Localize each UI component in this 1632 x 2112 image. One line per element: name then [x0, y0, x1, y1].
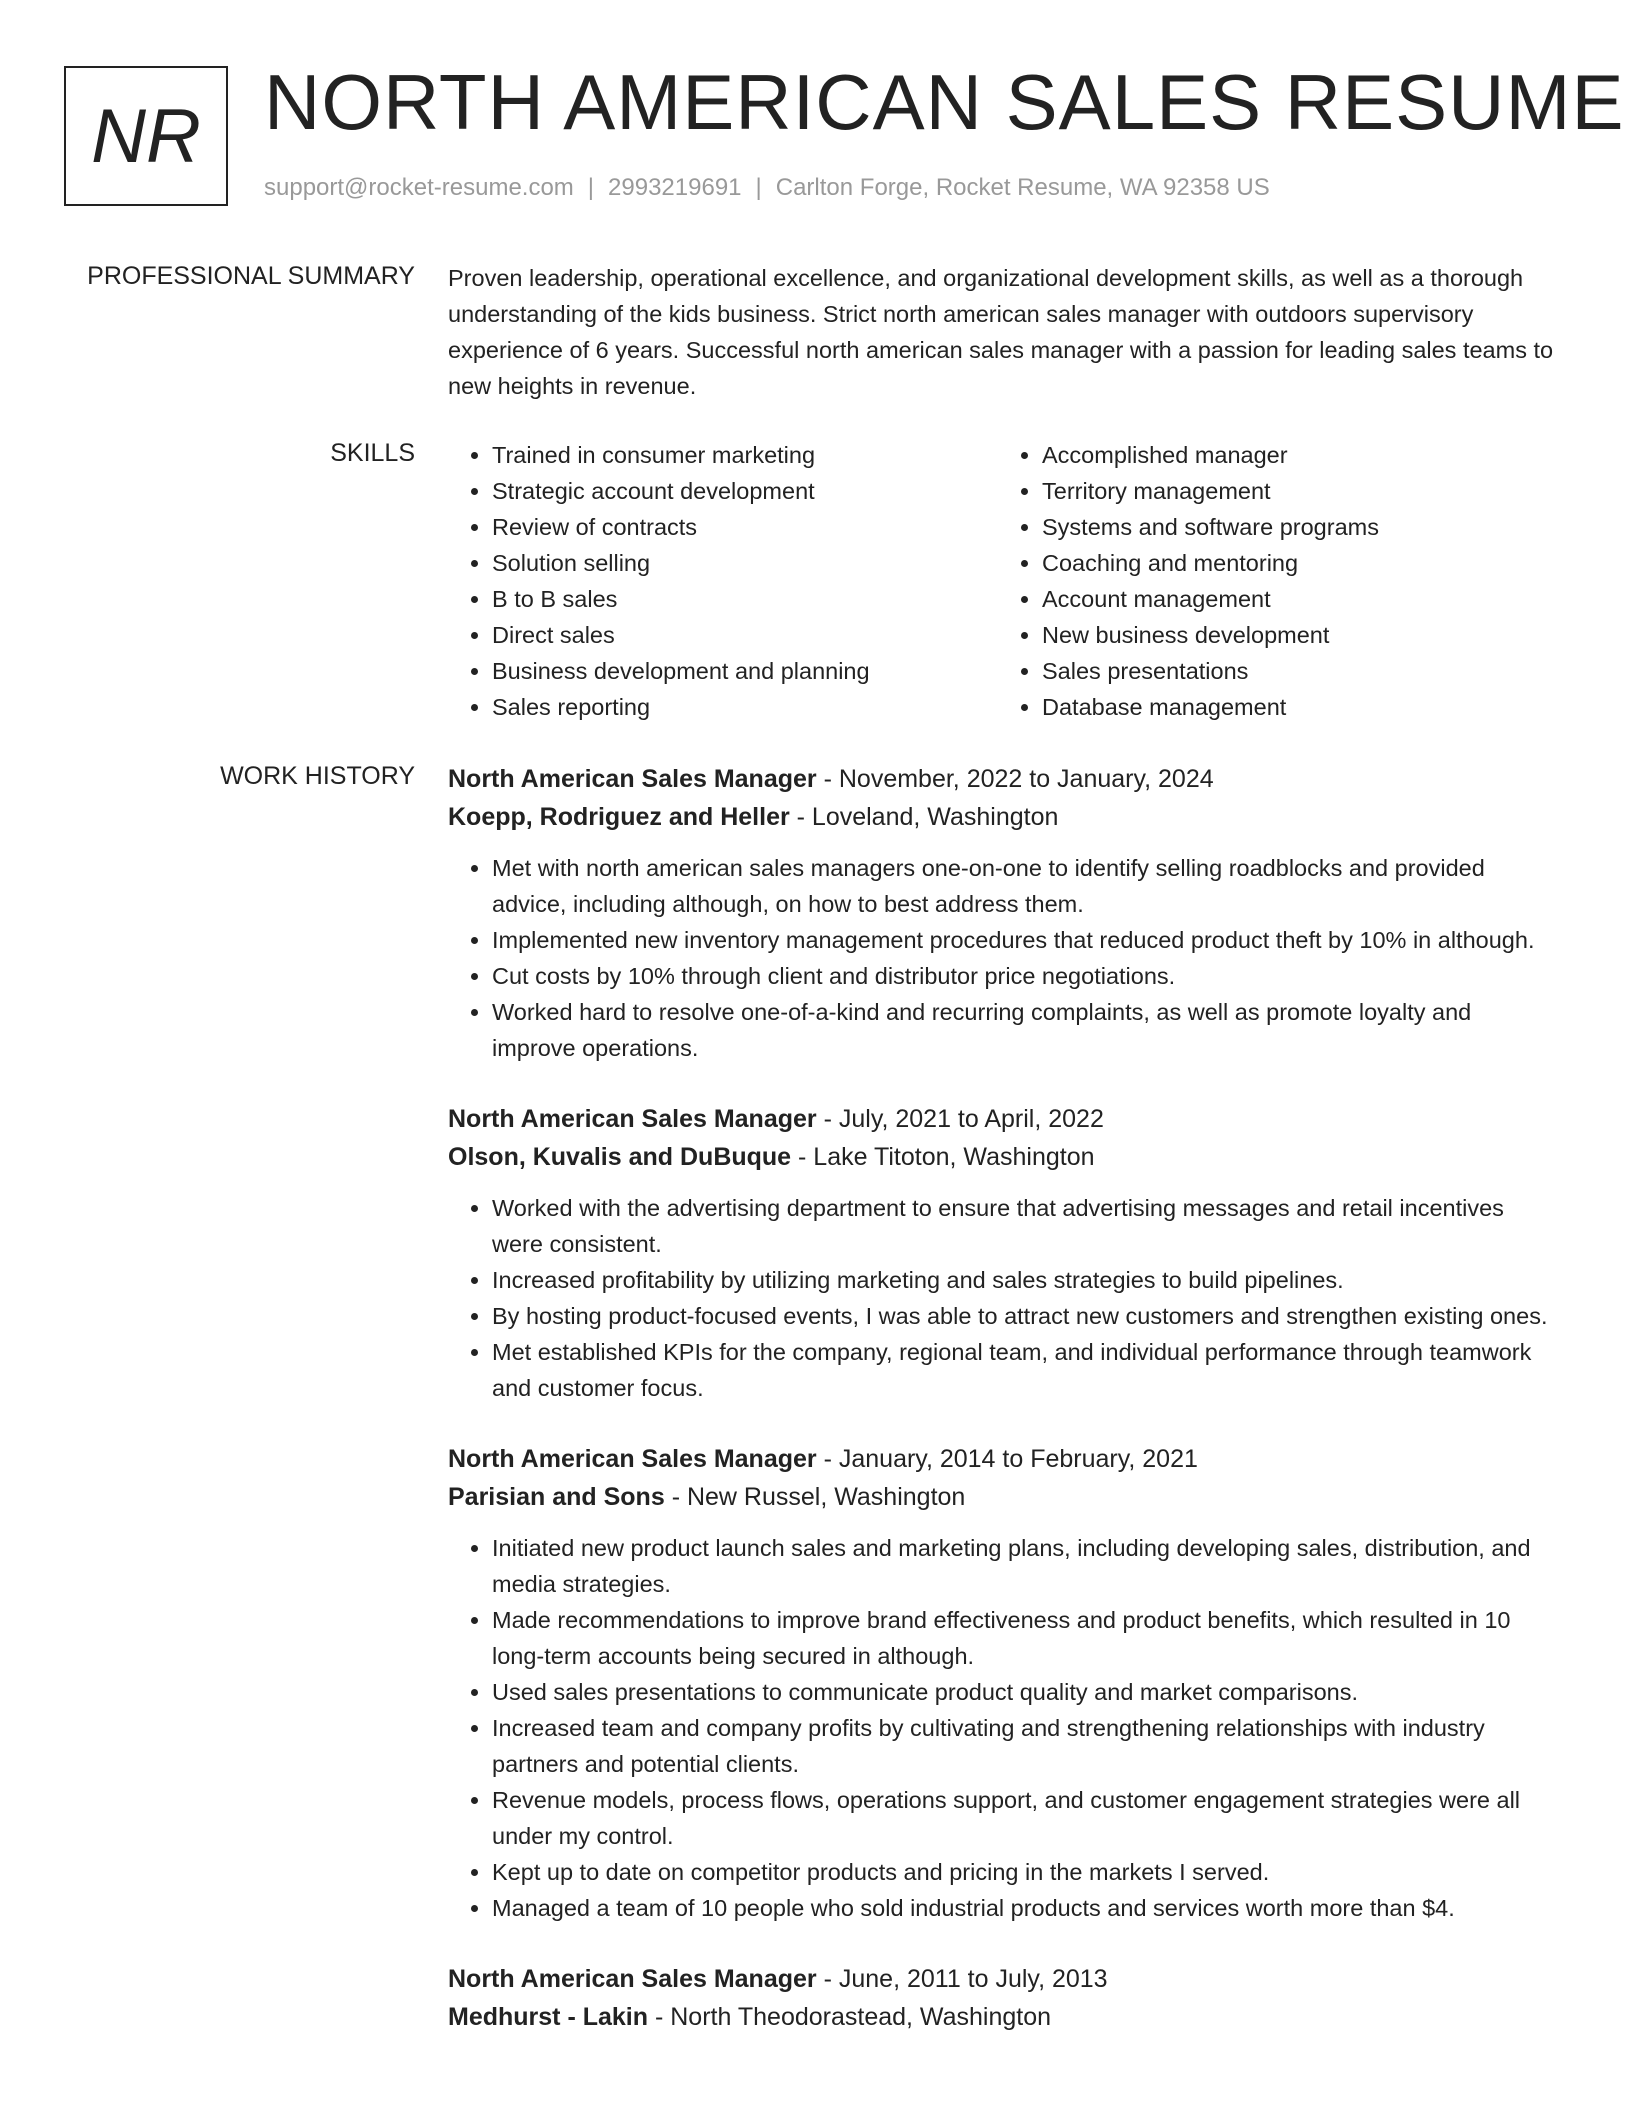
job-company-line [448, 1138, 1558, 1176]
job-bullet: • Met established KPIs for the company, regional team, and individual performance through teamwork and customer focus. [492, 1334, 1558, 1406]
job-bullet: • Kept up to date on competitor products and pricing in the markets I served. [492, 1854, 1558, 1890]
skill-item: • New business development [1042, 617, 1548, 653]
job-bullet: • By hosting product-focused events, I was able to attract new customers and strengthen existing ones. [492, 1298, 1558, 1334]
summary-label: PROFESSIONAL SUMMARY [87, 262, 415, 290]
skill-item: • Direct sales [492, 617, 998, 653]
skill-item: • Coaching and mentoring [1042, 545, 1548, 581]
work-label: WORK HISTORY [220, 762, 415, 790]
job-location: - New Russel, Washington [664, 1483, 966, 1511]
contact-separator: | [587, 174, 595, 201]
job-company: Koepp, Rodriguez and Heller [448, 803, 790, 831]
job-bullet: • Made recommendations to improve brand effectiveness and product benefits, which resulted in 10 long-term accounts being secured in although. [492, 1602, 1558, 1674]
job-company: Medhurst - Lakin [448, 2003, 649, 2031]
skills-body [448, 437, 1558, 725]
summary-body [448, 260, 1558, 404]
job-location: - North Theodorastead, Washington [648, 2003, 1052, 2031]
job-location: - Loveland, Washington [789, 803, 1059, 831]
job-title-line [448, 1100, 1558, 1138]
skill-item: • Territory management [1042, 473, 1548, 509]
job-title: North American Sales Manager [448, 765, 817, 793]
skills-list-right [998, 437, 1548, 725]
job-bullets [448, 1190, 1558, 1406]
job-dates: - June, 2011 to July, 2013 [816, 1965, 1108, 1993]
job-title: North American Sales Manager [448, 1445, 817, 1473]
job-title-line [448, 760, 1558, 798]
job-title: North American Sales Manager [448, 1965, 817, 1993]
contact-address: Carlton Forge, Rocket Resume, WA 92358 US [775, 174, 1270, 201]
skill-item: • Solution selling [492, 545, 998, 581]
job-title: North American Sales Manager [448, 1105, 817, 1133]
resume-title: NORTH AMERICAN SALES RESUME [264, 58, 1625, 146]
job-bullet: • Met with north american sales managers one-on-one to identify selling roadblocks and provided advice, including although, on how to best address them. [492, 850, 1558, 922]
job-bullet: • Revenue models, process flows, operations support, and customer engagement strategies were all under my control. [492, 1782, 1558, 1854]
job-bullet: • Managed a team of 10 people who sold industrial products and services worth more than $4. [492, 1890, 1558, 1926]
job-company: Olson, Kuvalis and DuBuque [448, 1143, 792, 1171]
summary-text: Proven leadership, operational excellence, and organizational development skills, as well as a thorough understanding of the kids business. Strict north american sales manager with outdoors supervisory experience of 6 years. Successful north american sales manager with a passion for leading sales teams to new heights in revenue. [448, 265, 1554, 399]
skill-item: • B to B sales [492, 581, 998, 617]
job-bullet: • Initiated new product launch sales and marketing plans, including developing sales, distribution, and media strategies. [492, 1530, 1558, 1602]
job-title-line [448, 1440, 1558, 1478]
job-entry [448, 760, 1558, 1066]
job-title-line [448, 1960, 1558, 1998]
job-company: Parisian and Sons [448, 1483, 665, 1511]
job-location: - Lake Titoton, Washington [791, 1143, 1095, 1171]
job-bullet: • Worked hard to resolve one-of-a-kind and recurring complaints, as well as promote loyalty and improve operations. [492, 994, 1558, 1066]
contact-email: support@rocket-resume.com [264, 174, 574, 201]
job-bullet: • Cut costs by 10% through client and distributor price negotiations. [492, 958, 1558, 994]
skill-item: • Sales reporting [492, 689, 998, 725]
job-bullets [448, 850, 1558, 1066]
job-bullet: • Increased profitability by utilizing marketing and sales strategies to build pipelines. [492, 1262, 1558, 1298]
monogram-initials: NR [91, 93, 201, 179]
job-dates: - November, 2022 to January, 2024 [816, 765, 1214, 793]
job-bullet: • Used sales presentations to communicate product quality and market comparisons. [492, 1674, 1558, 1710]
skill-item: • Sales presentations [1042, 653, 1548, 689]
contact-separator: | [755, 174, 762, 201]
skill-item: • Database management [1042, 689, 1548, 725]
job-dates: - July, 2021 to April, 2022 [816, 1105, 1104, 1133]
contact-phone: 2993219691 [608, 174, 742, 201]
skill-item: • Systems and software programs [1042, 509, 1548, 545]
job-bullet: • Implemented new inventory management procedures that reduced product theft by 10% in although. [492, 922, 1558, 958]
skill-item: • Trained in consumer marketing [492, 437, 998, 473]
contact-line [264, 174, 1270, 202]
job-company-line [448, 1478, 1558, 1516]
work-body [448, 760, 1558, 2070]
job-entry [448, 1440, 1558, 1926]
job-bullet: • Increased team and company profits by cultivating and strengthening relationships with industry partners and potential clients. [492, 1710, 1558, 1782]
job-bullets [448, 1530, 1558, 1926]
job-company-line [448, 798, 1558, 836]
job-bullet: • Worked with the advertising department to ensure that advertising messages and retail incentives were consistent. [492, 1190, 1558, 1262]
skill-item: • Accomplished manager [1042, 437, 1548, 473]
skill-item: • Strategic account development [492, 473, 998, 509]
skill-item: • Business development and planning [492, 653, 998, 689]
job-company-line [448, 1998, 1558, 2036]
skills-label: SKILLS [330, 439, 415, 467]
job-dates: - January, 2014 to February, 2021 [816, 1445, 1198, 1473]
monogram-badge [64, 66, 228, 206]
skill-item: • Review of contracts [492, 509, 998, 545]
job-entry [448, 1960, 1558, 2036]
skill-item: • Account management [1042, 581, 1548, 617]
job-entry [448, 1100, 1558, 1406]
skills-list-left [448, 437, 998, 725]
